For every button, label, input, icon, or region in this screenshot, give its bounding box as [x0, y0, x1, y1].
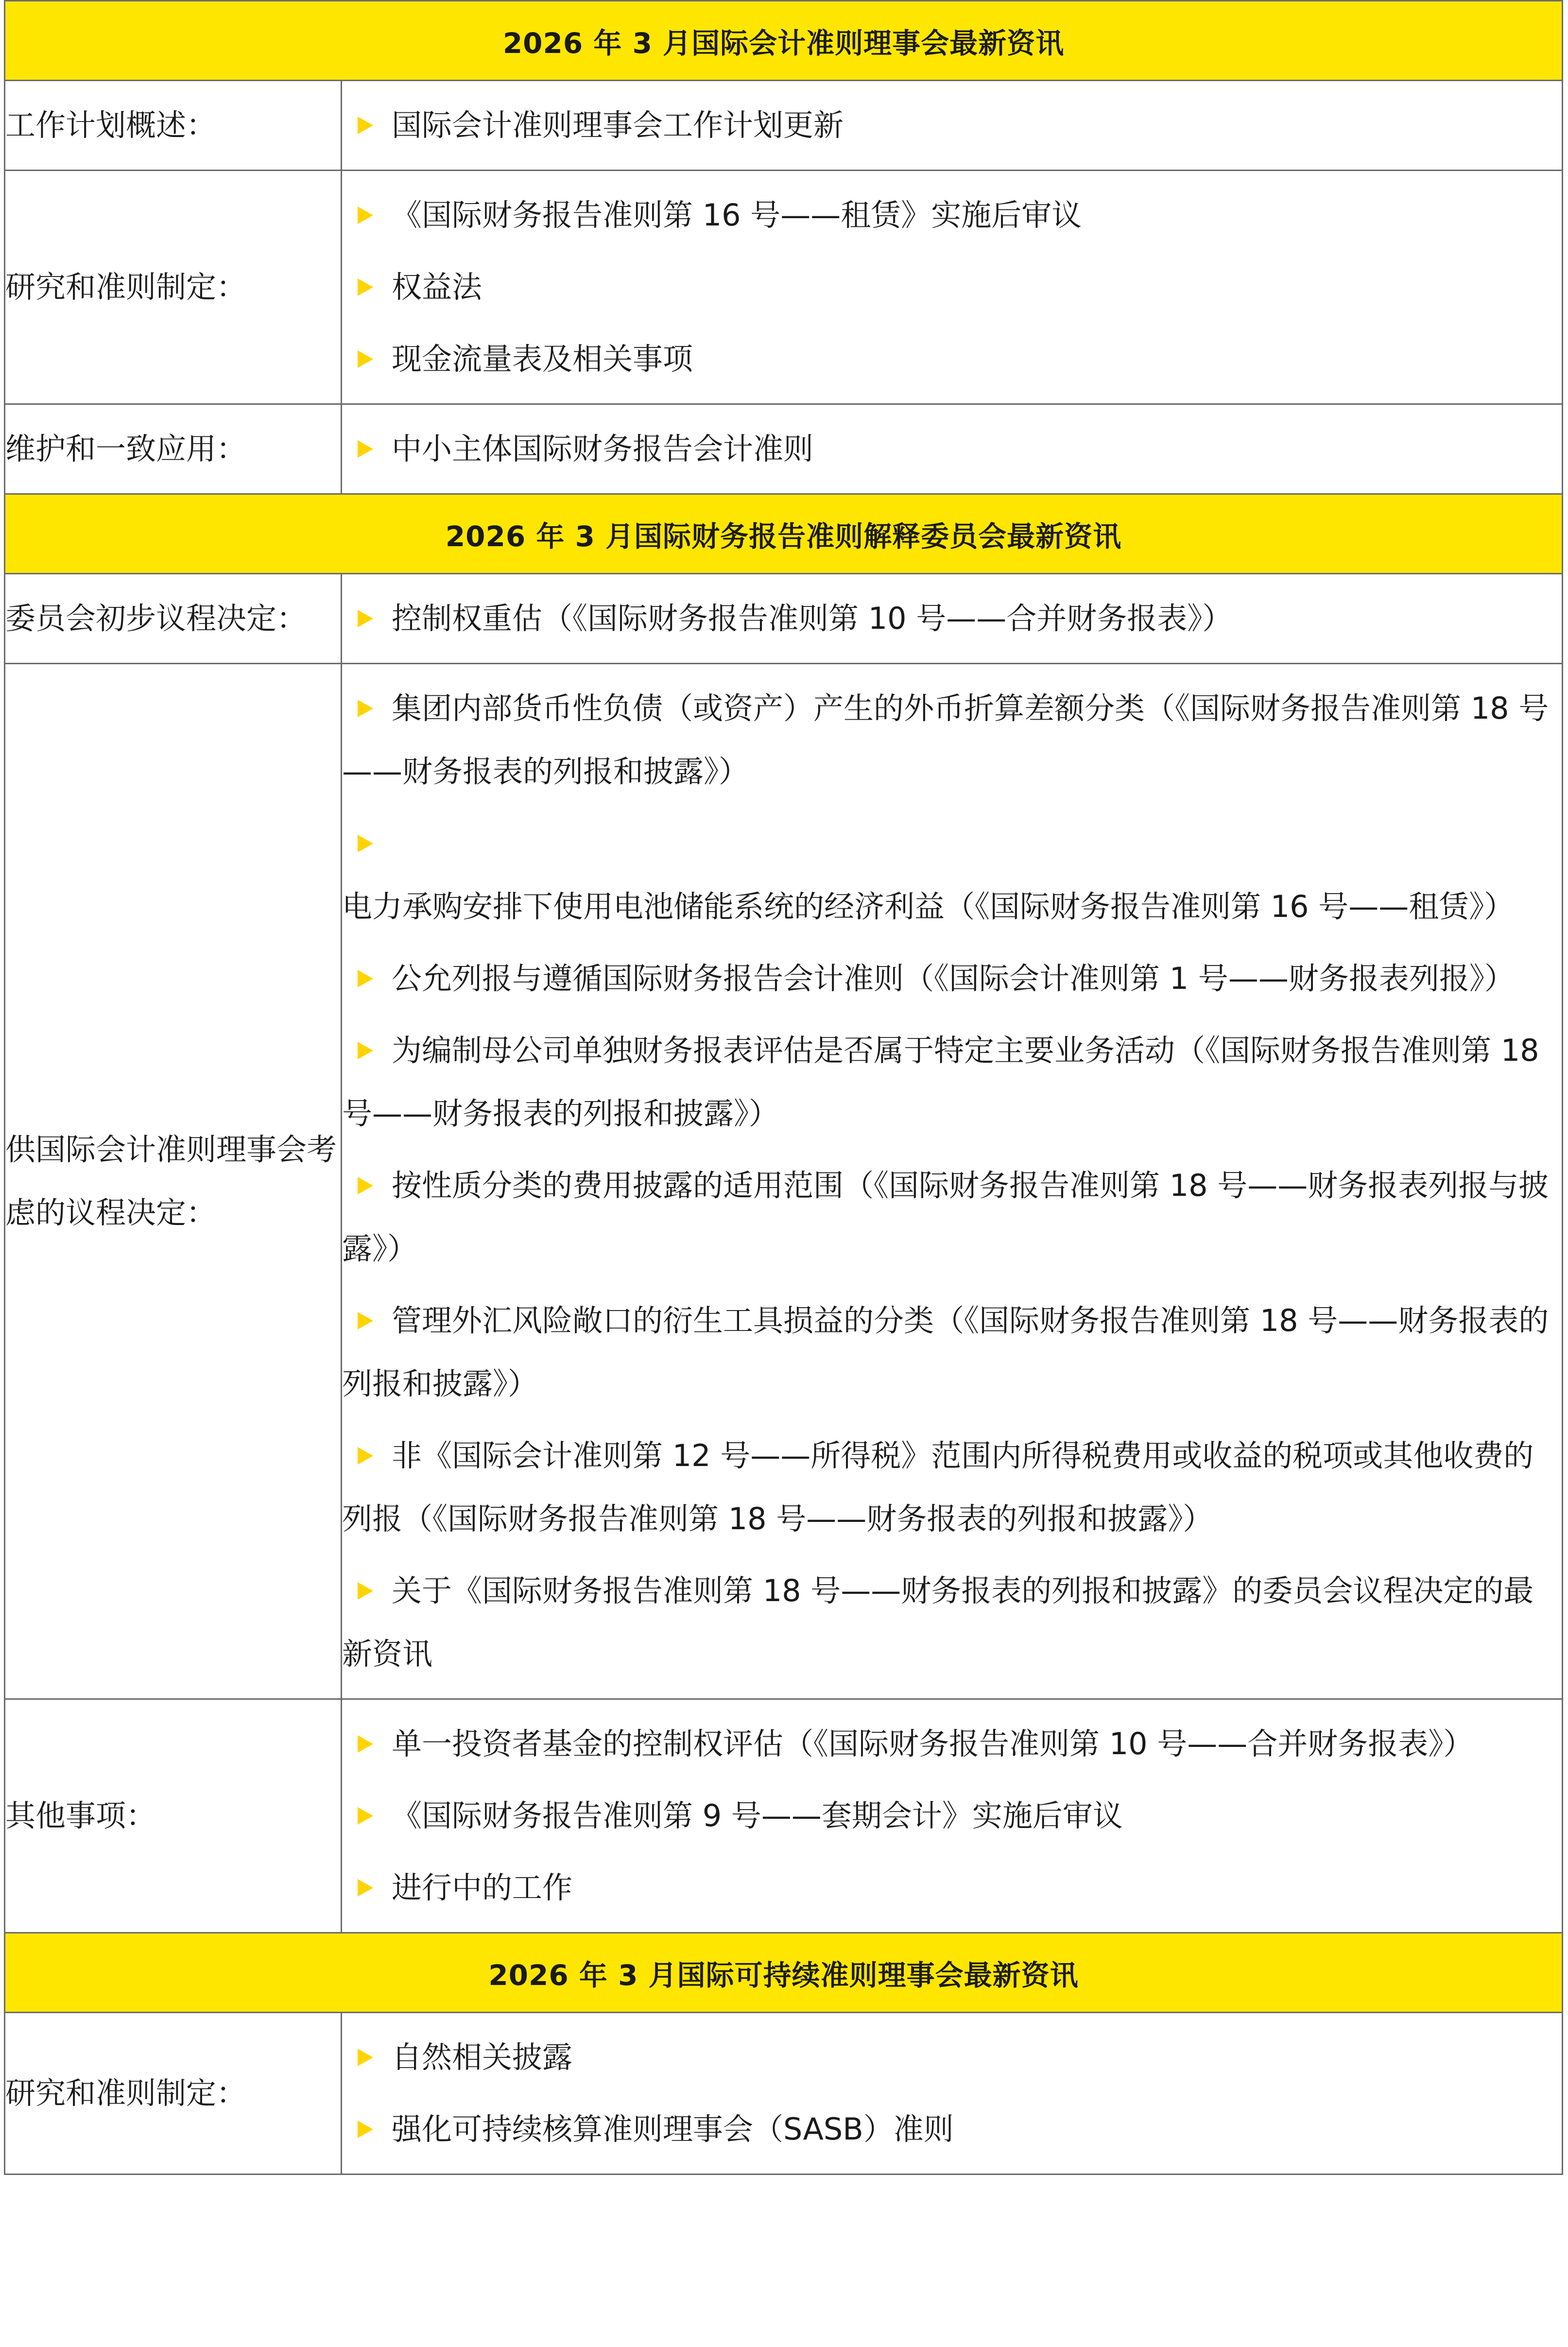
triangle-right-icon	[358, 350, 373, 368]
triangle-right-icon	[358, 1807, 373, 1825]
triangle-right-icon	[358, 1042, 373, 1059]
row-content	[342, 1699, 1563, 1933]
triangle-right-icon	[358, 835, 373, 852]
table-row	[5, 171, 1563, 404]
row-label: 委员会初步议程决定：	[5, 574, 342, 664]
table-row	[5, 2013, 1563, 2174]
triangle-right-icon	[358, 1879, 373, 1897]
triangle-right-icon	[358, 610, 373, 627]
table-row	[5, 404, 1563, 494]
table-row	[5, 81, 1563, 171]
triangle-right-icon	[358, 1177, 373, 1194]
row-label: 其他事项：	[5, 1699, 342, 1933]
triangle-right-icon	[358, 700, 373, 717]
list-item: 关于《国际财务报告准则第 18 号——财务报表的列报和披露》的委员会议程决定的最新资讯	[342, 1573, 1534, 1672]
list-item: 电力承购安排下使用电池储能系统的经济利益（《国际财务报告准则第 16 号——租赁》）	[342, 812, 1562, 938]
triangle-right-icon	[358, 2121, 373, 2138]
triangle-right-icon	[358, 278, 373, 296]
section-title: 2026 年 3 月国际财务报告准则解释委员会最新资讯	[5, 494, 1563, 574]
row-content	[342, 171, 1563, 404]
list-item: 中小主体国际财务报告会计准则	[342, 417, 1562, 481]
list-item: 《国际财务报告准则第 16 号——租赁》实施后审议	[342, 184, 1562, 247]
row-label: 研究和准则制定：	[5, 2013, 342, 2174]
table-row	[5, 664, 1563, 1699]
table-row	[5, 574, 1563, 664]
section-header-row	[5, 494, 1563, 574]
section-title: 2026 年 3 月国际会计准则理事会最新资讯	[5, 1, 1563, 81]
section-title: 2026 年 3 月国际可持续准则理事会最新资讯	[5, 1933, 1563, 2013]
list-item: 控制权重估（《国际财务报告准则第 10 号——合并财务报表》）	[342, 587, 1562, 650]
table-row	[5, 1699, 1563, 1933]
row-label: 供国际会计准则理事会考虑的议程决定：	[5, 664, 342, 1699]
row-content	[342, 404, 1563, 494]
section-header-row	[5, 1, 1563, 81]
row-content	[342, 574, 1563, 664]
list-item: 自然相关披露	[342, 2026, 1562, 2089]
news-table	[4, 0, 1563, 2175]
list-item: 《国际财务报告准则第 9 号——套期会计》实施后审议	[342, 1784, 1562, 1847]
triangle-right-icon	[358, 117, 373, 134]
row-content	[342, 664, 1563, 1699]
triangle-right-icon	[358, 1447, 373, 1465]
list-item: 现金流量表及相关事项	[342, 328, 1562, 391]
list-item: 公允列报与遵循国际财务报告会计准则（《国际会计准则第 1 号——财务报表列报》）	[342, 947, 1562, 1010]
list-item: 管理外汇风险敞口的衍生工具损益的分类（《国际财务报告准则第 18 号——财务报表的列报和披露》）	[342, 1303, 1549, 1401]
triangle-right-icon	[358, 1582, 373, 1600]
triangle-right-icon	[358, 207, 373, 224]
triangle-right-icon	[358, 2049, 373, 2066]
list-item: 国际会计准则理事会工作计划更新	[342, 94, 1562, 157]
triangle-right-icon	[358, 1735, 373, 1753]
list-item: 权益法	[342, 256, 1562, 319]
row-label: 研究和准则制定：	[5, 171, 342, 404]
row-label: 维护和一致应用：	[5, 404, 342, 494]
triangle-right-icon	[358, 440, 373, 458]
row-content	[342, 81, 1563, 171]
list-item: 为编制母公司单独财务报表评估是否属于特定主要业务活动（《国际财务报告准则第 18 号——财务报表的列报和披露》）	[342, 1033, 1539, 1131]
triangle-right-icon	[358, 970, 373, 987]
section-header-row	[5, 1933, 1563, 2013]
row-label: 工作计划概述：	[5, 81, 342, 171]
list-item: 强化可持续核算准则理事会（SASB）准则	[342, 2098, 1562, 2161]
row-content	[342, 2013, 1563, 2174]
list-item: 单一投资者基金的控制权评估（《国际财务报告准则第 10 号——合并财务报表》）	[342, 1712, 1562, 1776]
list-item: 按性质分类的费用披露的适用范围（《国际财务报告准则第 18 号——财务报表列报与披露》）	[342, 1168, 1549, 1266]
triangle-right-icon	[358, 1312, 373, 1329]
list-item: 集团内部货币性负债（或资产）产生的外币折算差额分类（《国际财务报告准则第 18 号——财务报表的列报和披露》）	[342, 690, 1549, 789]
list-item: 进行中的工作	[342, 1856, 1562, 1919]
list-item: 非《国际会计准则第 12 号——所得税》范围内所得税费用或收益的税项或其他收费的列报（《国际财务报告准则第 18 号——财务报表的列报和披露》）	[342, 1438, 1534, 1536]
